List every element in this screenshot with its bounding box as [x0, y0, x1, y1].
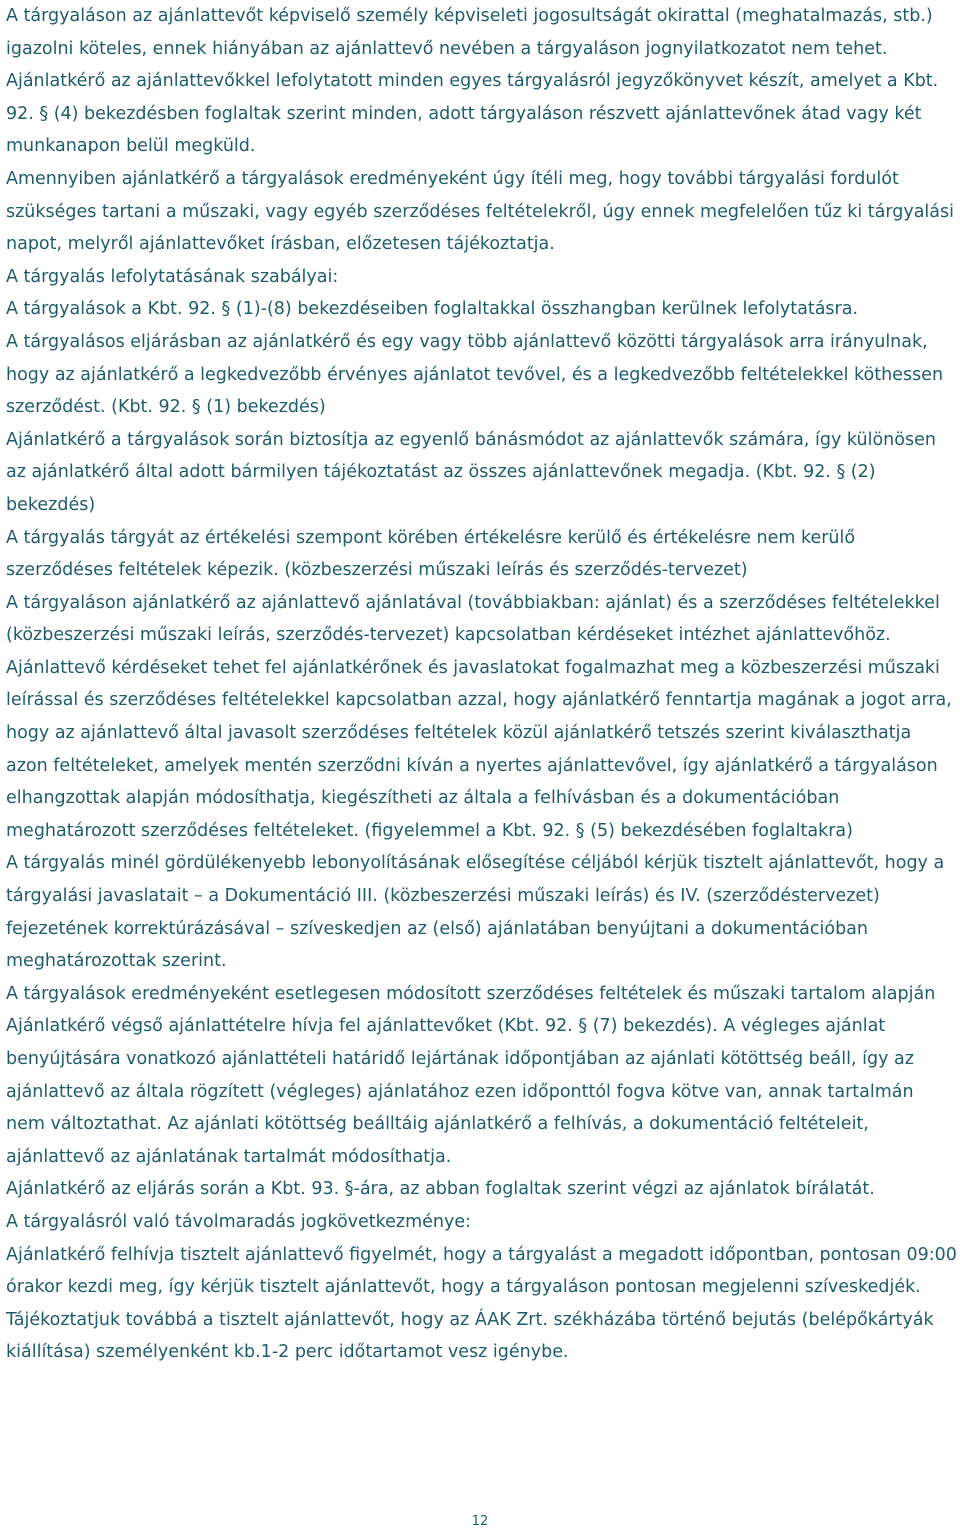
page-number: 12 [471, 1514, 489, 1529]
paragraph-punctuality: Ajánlatkérő felhívja tisztelt ajánlattevő figyelmét, hogy a tárgyalást a megadott időpontban, pontosan 09:00 órakor kezdi meg, így kérjük tisztelt ajánlattevőt, hogy a tárgyaláson pontosan megjelenni szíveskedjék. [6, 1244, 957, 1298]
paragraph-minutes: Ajánlatkérő az ajánlattevőkkel lefolytatott minden egyes tárgyalásról jegyzőkönyvet készít, amelyet a Kbt. 92. § (4) bekezdésben foglaltak szerint minden, adott tárgyaláson részvett ajánlattevőnek átad vagy két munkanapon belül megküld. [6, 71, 939, 157]
paragraph-entry-info: Tájékoztatjuk továbbá a tisztelt ajánlattevőt, hogy az ÁAK Zrt. székházába történő bejutás (belépőkártyák kiállítása) személyenként kb.1-2 perc időtartamot vesz igénybe. [6, 1309, 934, 1363]
paragraph-equal-treatment: Ajánlatkérő a tárgyalások során biztosítja az egyenlő bánásmódot az ajánlattevők számára, így különösen az ajánlatkérő által adott bármilyen tájékoztatást az összes ajánlattevőnek megadja. (Kbt. 92. § (2) bekezdés) [6, 429, 936, 515]
heading-negotiation-rules: A tárgyalás lefolytatásának szabályai: [6, 266, 339, 287]
paragraph-representation: A tárgyaláson az ajánlattevőt képviselő személy képviseleti jogosultságát okirattal (meghatalmazás, stb.) igazolni köteles, ennek hiányában az ajánlattevő nevében a tárgyaláson jognyilatkozatot nem tehet. [6, 6, 933, 59]
paragraph-questions-by-tenderer: Ajánlattevő kérdéseket tehet fel ajánlatkérőnek és javaslatokat fogalmazhat meg a közbeszerzési műszaki leírással és szerződéses feltételekkel kapcsolatban azzal, hogy ajánlatkérő fenntartja magának a jogot arra, hogy az ajánlattevő által javasolt szerződéses feltételek közül ajánlatkérő tetszés szerint kiválaszthatja azon feltételeket, amelyek mentén szerződni kíván a nyertes ajánlattevővel, így ajánlatkérő a tárgyaláson elhangzottak alapján módosíthatja, kiegészítheti az általa a felhívásban és a dokumentációban meghatározott szerződéses feltételeket. (figyelemmel a Kbt. 92. § (5) bekezdésében foglaltakra) [6, 657, 952, 841]
heading-absence-consequence: A tárgyalásról való távolmaradás jogkövetkezménye: [6, 1211, 472, 1232]
paragraph-evaluation: Ajánlatkérő az eljárás során a Kbt. 93. §-ára, az abban foglaltak szerint végzi az ajánlatok bírálatát. [6, 1179, 875, 1200]
paragraph-kbt-reference: A tárgyalások a Kbt. 92. § (1)-(8) bekezdéseiben foglaltakkal összhangban kerülnek lefolytatásra. [6, 299, 859, 320]
paragraph-final-offer: A tárgyalások eredményeként esetlegesen módosított szerződéses feltételek és műszaki tartalom alapján Ajánlatkérő végső ajánlattételre hívja fel ajánlattevőket (Kbt. 92. § (7) bekezdés). A végleges ajánlat benyújtására vonatkozó ajánlattételi határidő lejártának időpontjában az ajánlati kötöttség beáll, így az ajánlattevő az általa rögzített (végleges) ajánlatához ezen időponttól fogva kötve van, annak tartalmán nem változtathat. Az ajánlati kötöttség beálltáig ajánlatkérő a felhívás, a dokumentáció feltételeit, ajánlattevő az ajánlatának tartalmát módosíthatja. [6, 983, 936, 1167]
paragraph-negotiation-subject: A tárgyalás tárgyát az értékelési szempont körében értékelésre kerülő és értékelésre nem kerülő szerződéses feltételek képezik. (közbeszerzési műszaki leírás és szerződés-tervezet) [6, 527, 856, 581]
document-body [6, 0, 958, 1369]
paragraph-questions-by-contracting: A tárgyaláson ajánlatkérő az ajánlattevő ajánlatával (továbbiakban: ajánlat) és a szerződéses feltételekkel (közbeszerzési műszaki leírás, szerződés-tervezet) kapcsolatban kérdéseket intézhet ajánlattevőhöz. [6, 592, 940, 646]
paragraph-negotiation-aim: A tárgyalásos eljárásban az ajánlatkérő és egy vagy több ajánlattevő közötti tárgyalások arra irányulnak, hogy az ajánlatkérő a legkedvezőbb érvényes ajánlatot tevővel, és a legkedvezőbb feltételekkel köthessen szerződést. (Kbt. 92. § (1) bekezdés) [6, 331, 944, 418]
paragraph-further-rounds: Amennyiben ajánlatkérő a tárgyalások eredményeként úgy ítéli meg, hogy további tárgyalási fordulót szükséges tartani a műszaki, vagy egyéb szerződéses feltételekről, úgy ennek megfelelően tűz ki tárgyalási napot, melyről ajánlattevőket írásban, előzetesen tájékoztatja. [6, 168, 954, 255]
paragraph-proposals: A tárgyalás minél gördülékenyebb lebonyolításának elősegítése céljából kérjük tisztelt ajánlattevőt, hogy a tárgyalási javaslatait – a Dokumentáció III. (közbeszerzési műszaki leírás) és IV. (szerződéstervezet) fejezetének korrektúrázásával – szíveskedjen az (első) ajánlatában benyújtani a dokumentációban meghatározottak szerint. [6, 853, 945, 972]
